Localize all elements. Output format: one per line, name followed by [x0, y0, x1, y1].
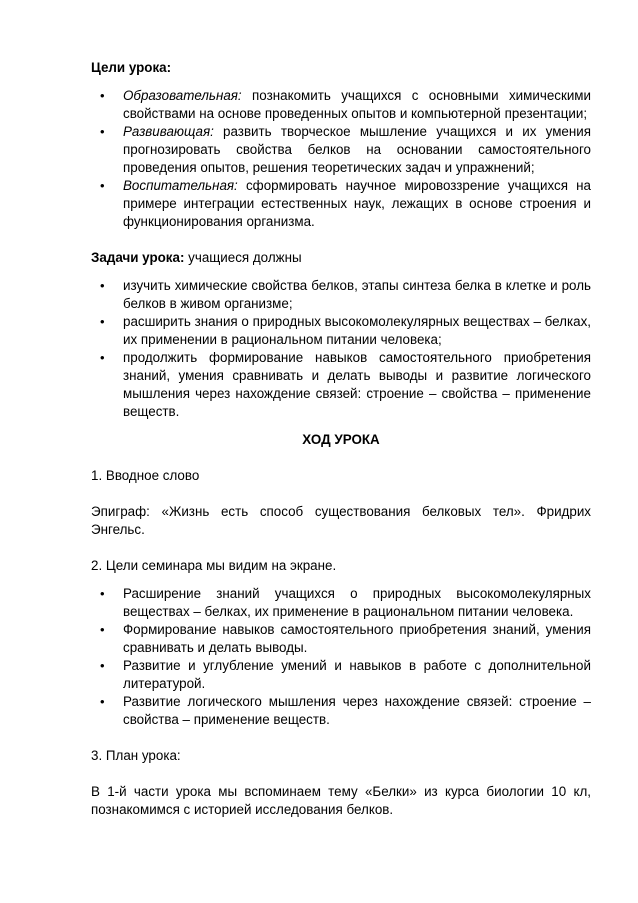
section-1-heading: 1. Вводное слово	[91, 468, 200, 483]
goal-text: познакомить учащихся с основными химическими свойствами на основе проведенных опытов и компьютерной презентации;	[123, 88, 591, 121]
goal-label: Воспитательная:	[123, 178, 238, 193]
goals-list	[91, 87, 591, 231]
plan-text: В 1-й части урока мы вспоминаем тему «Белки» из курса биологии 10 кл, познакомимся с историей исследования белков.	[91, 784, 591, 817]
tasks-lead: учащиеся должны	[184, 250, 302, 265]
section-3-heading: 3. План урока:	[91, 748, 181, 763]
seminar-goal-item	[91, 657, 591, 693]
bullet-icon: •	[100, 350, 105, 365]
seminar-goals-list	[91, 585, 591, 729]
goal-text: развить творческое мышление учащихся и их умения прогнозировать свойства белков на основании самостоятельного проведения опытов, решения теоретических задач и упражнений;	[123, 124, 591, 175]
goal-item-educational	[91, 87, 591, 123]
task-text: продолжить формирование навыков самостоятельного приобретения знаний, умения сравнивать и делать выводы и развитие логического мышления через нахождение связей: строение – свойства – применение веществ.	[123, 350, 591, 419]
seminar-goal-item	[91, 693, 591, 729]
bullet-icon: •	[100, 178, 105, 193]
goal-item-upbringing	[91, 177, 591, 231]
bullet-icon: •	[100, 586, 105, 601]
bullet-icon: •	[100, 622, 105, 637]
tasks-list	[91, 277, 591, 421]
goals-heading-text: Цели урока:	[91, 60, 172, 75]
section-2-heading: 2. Цели семинара мы видим на экране.	[91, 558, 337, 573]
course-title: ХОД УРОКА	[302, 432, 380, 447]
epigraph: Эпиграф: «Жизнь есть способ существования белковых тел». Фридрих Энгельс.	[91, 504, 591, 537]
seminar-goal-text: Развитие и углубление умений и навыков в работе с дополнительной литературой.	[123, 658, 591, 691]
bullet-icon: •	[100, 278, 105, 293]
bullet-icon: •	[100, 124, 105, 139]
goals-heading	[91, 59, 591, 77]
bullet-icon: •	[100, 88, 105, 103]
bullet-icon: •	[100, 658, 105, 673]
task-item	[91, 277, 591, 313]
goal-label: Образовательная:	[123, 88, 242, 103]
tasks-heading-text: Задачи урока:	[91, 250, 185, 265]
task-item	[91, 349, 591, 421]
task-text: расширить знания о природных высокомолекулярных веществах – белках, их применении в рациональном питании человека;	[123, 314, 591, 347]
goal-text: сформировать научное мировоззрение учащихся на примере интеграции естественных наук, лежащих в основе строения и функционирования организма.	[123, 178, 591, 229]
bullet-icon: •	[100, 694, 105, 709]
goal-label: Развивающая:	[123, 124, 214, 139]
tasks-heading	[91, 249, 591, 267]
task-item	[91, 313, 591, 349]
task-text: изучить химические свойства белков, этапы синтеза белка в клетке и роль белков в живом организме;	[123, 278, 591, 311]
bullet-icon: •	[100, 314, 105, 329]
goal-item-developing	[91, 123, 591, 177]
seminar-goal-text: Формирование навыков самостоятельного приобретения знаний, умения сравнивать и делать выводы.	[123, 622, 591, 655]
seminar-goal-item	[91, 621, 591, 657]
seminar-goal-text: Развитие логического мышления через нахождение связей: строение – свойства – применение веществ.	[123, 694, 591, 727]
seminar-goal-text: Расширение знаний учащихся о природных высокомолекулярных веществах – белках, их применение в рациональном питании человека.	[123, 586, 591, 619]
seminar-goal-item	[91, 585, 591, 621]
document-page	[91, 59, 591, 819]
